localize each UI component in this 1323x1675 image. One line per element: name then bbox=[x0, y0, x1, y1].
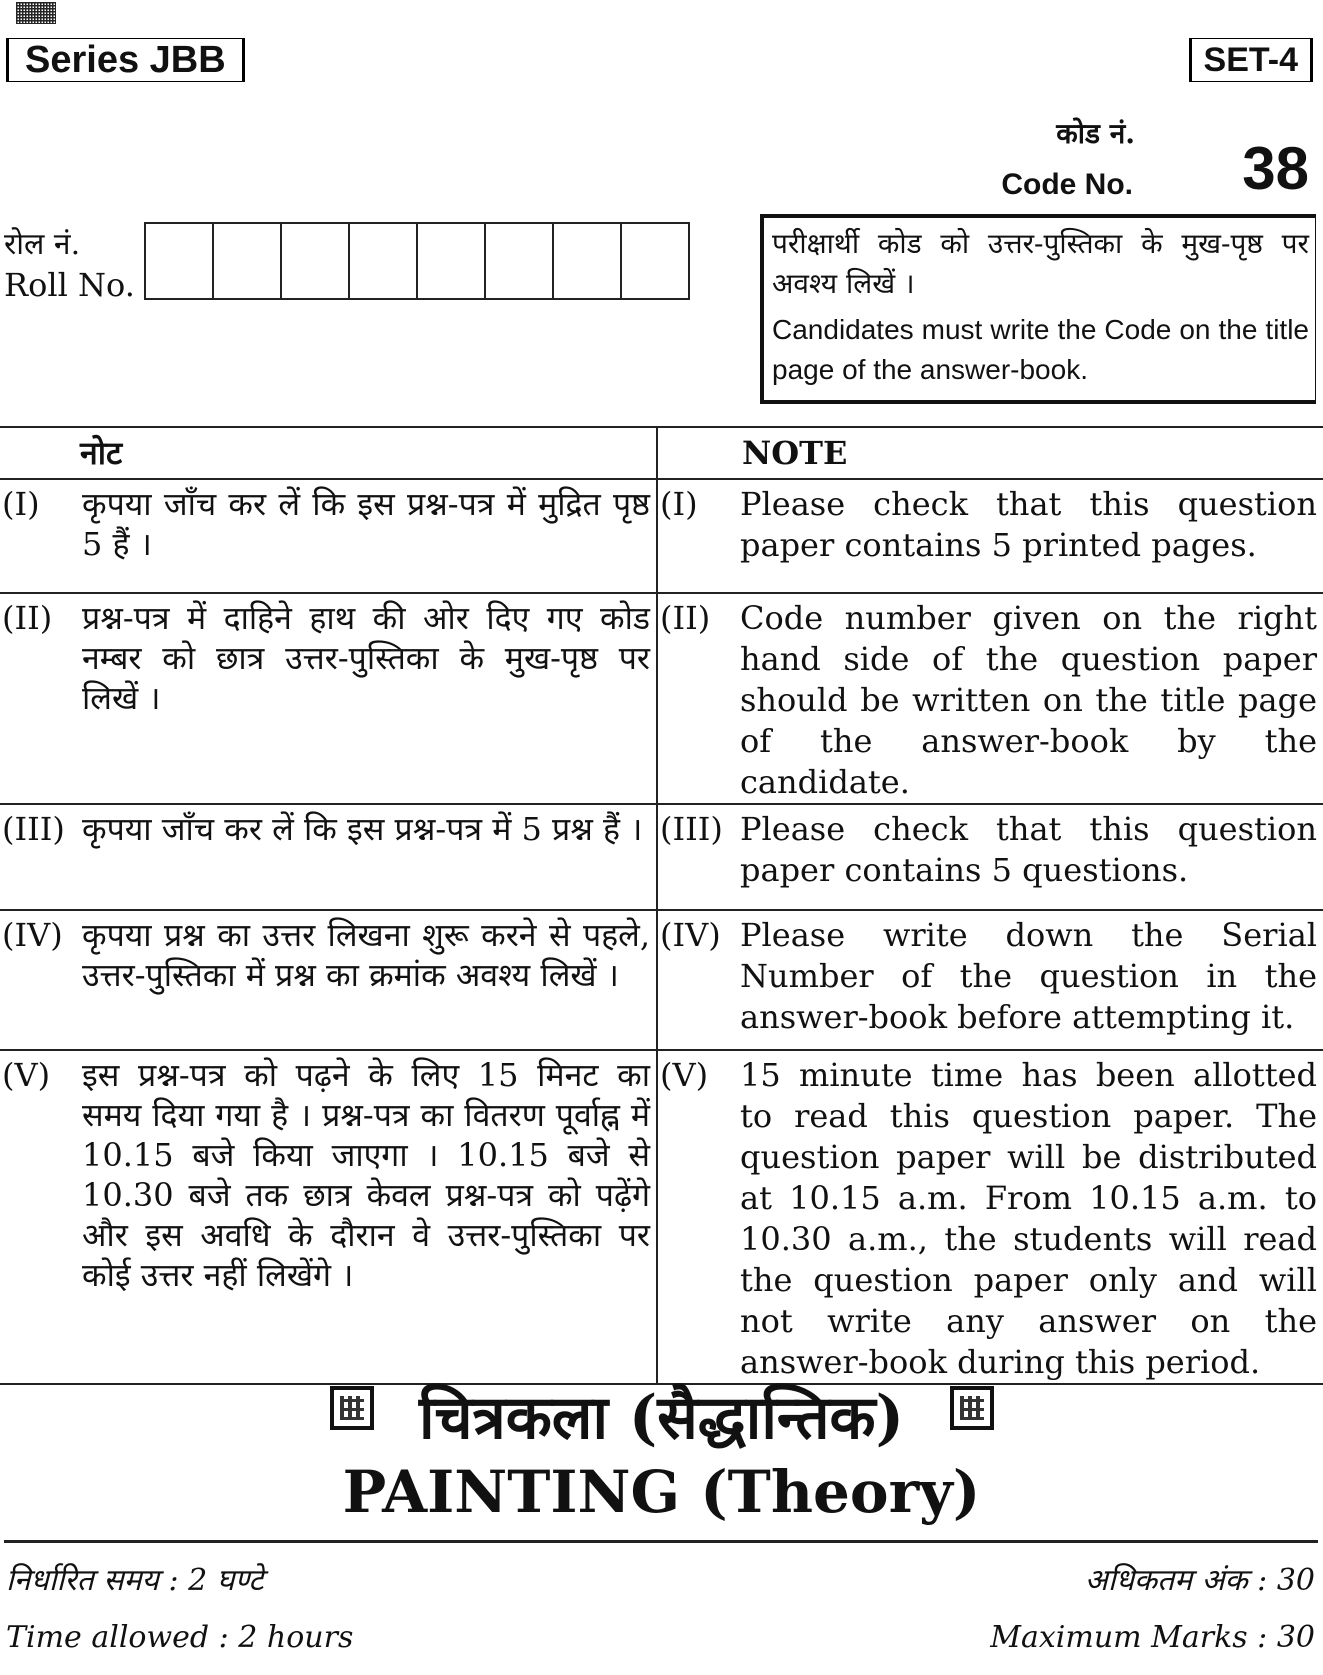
note-item-en bbox=[658, 805, 1323, 891]
note-item-text-hi: प्रश्न-पत्र में दाहिने हाथ की ओर दिए गए कोड नम्बर को छात्र उत्तर-पुस्तिका के मुख-पृष्ठ पर लिखें । bbox=[82, 599, 650, 717]
roll-label-hi: रोल नं. bbox=[4, 227, 81, 262]
note-item-number: (V) bbox=[660, 1056, 709, 1094]
roll-number-boxes[interactable] bbox=[144, 222, 690, 300]
note-item-hi bbox=[0, 1051, 656, 1295]
qr-code-icon bbox=[16, 2, 56, 24]
note-heading-en: NOTE bbox=[742, 434, 848, 472]
note-table bbox=[0, 426, 1323, 1385]
divider bbox=[4, 1540, 1318, 1543]
candidate-instruction-en: Candidates must write the Code on the title page of the answer-book. bbox=[772, 314, 1309, 385]
note-item-number: (II) bbox=[2, 599, 53, 637]
roll-digit-box[interactable] bbox=[214, 224, 282, 298]
roll-digit-box[interactable] bbox=[350, 224, 418, 298]
max-marks-hi: अधिकतम अंक : 30 bbox=[1084, 1563, 1315, 1598]
code-label-en: Code No. bbox=[1001, 168, 1133, 201]
note-item-number: (III) bbox=[660, 810, 723, 848]
code-number: 38 bbox=[1242, 135, 1309, 202]
roll-digit-box[interactable] bbox=[418, 224, 486, 298]
note-item-en bbox=[658, 911, 1323, 1038]
note-item-number: (V) bbox=[2, 1056, 51, 1094]
subject-title-hi: चित्रकला (सैद्धान्तिक) bbox=[418, 1383, 905, 1453]
note-item-number: (I) bbox=[2, 485, 40, 523]
note-item-text-en: Please write down the Serial Number of the question in the answer-book before attempting it. bbox=[740, 916, 1317, 1036]
roll-digit-box[interactable] bbox=[554, 224, 622, 298]
note-item-text-en: Please check that this question paper contains 5 printed pages. bbox=[740, 485, 1317, 564]
note-item-number: (IV) bbox=[660, 916, 721, 954]
time-allowed-hi: निर्धारित समय : 2 घण्टे bbox=[6, 1563, 264, 1598]
note-item-number: (III) bbox=[2, 810, 65, 848]
note-item-number: (IV) bbox=[2, 916, 63, 954]
note-item-hi bbox=[0, 594, 656, 718]
roll-digit-box[interactable] bbox=[146, 224, 214, 298]
note-item-number: (I) bbox=[660, 485, 698, 523]
candidate-instruction-hi: परीक्षार्थी कोड को उत्तर-पुस्तिका के मुख-पृष्ठ पर अवश्य लिखें । bbox=[772, 227, 1309, 300]
note-item-text-en: Code number given on the right hand side of the question paper should be written on the title page of the answer-book by the candidate. bbox=[740, 599, 1317, 801]
note-item-text-hi: कृपया जाँच कर लें कि इस प्रश्न-पत्र में 5 प्रश्न हैं । bbox=[82, 810, 643, 848]
note-item-text-hi: कृपया प्रश्न का उत्तर लिखना शुरू करने से पहले, उत्तर-पुस्तिका में प्रश्न का क्रमांक अवश्य लिखें । bbox=[82, 916, 650, 994]
note-item-text-hi: कृपया जाँच कर लें कि इस प्रश्न-पत्र में मुद्रित पृष्ठ 5 हैं । bbox=[82, 485, 650, 563]
roll-digit-box[interactable] bbox=[486, 224, 554, 298]
note-item-en bbox=[658, 480, 1323, 566]
max-marks-en: Maximum Marks : 30 bbox=[990, 1620, 1315, 1655]
note-item-hi bbox=[0, 805, 656, 849]
note-item-hi bbox=[0, 911, 656, 995]
time-allowed-en: Time allowed : 2 hours bbox=[6, 1620, 354, 1655]
note-item-text-hi: इस प्रश्न-पत्र को पढ़ने के लिए 15 मिनट का समय दिया गया है । प्रश्न-पत्र का वितरण पूर्वाह्न में 10.15 बजे किया जाएगा । 10.15 बजे से 10.30 बजे तक छात्र केवल प्रश्न-पत्र को पढ़ेंगे और इस अवधि के दौरान वे उत्तर-पुस्तिका पर कोई उत्तर नहीं लिखेंगे । bbox=[82, 1056, 650, 1294]
note-item-text-en: Please check that this question paper contains 5 questions. bbox=[740, 810, 1317, 889]
subject-title-en: PAINTING (Theory) bbox=[342, 1458, 981, 1526]
roll-label-en: Roll No. bbox=[4, 266, 135, 304]
roll-digit-box[interactable] bbox=[282, 224, 350, 298]
note-item-number: (II) bbox=[660, 599, 711, 637]
note-item-en bbox=[658, 1051, 1323, 1383]
candidate-instruction-box bbox=[760, 214, 1316, 404]
series-label: Series JBB bbox=[6, 38, 245, 82]
note-heading-hi: नोट bbox=[80, 434, 123, 472]
note-item-text-en: 15 minute time has been allotted to read this question paper. The question paper will be distributed at 10.15 a.m. From 10.15 a.m. to 10.30 a.m., the students will read the question paper only and will not write any answer on the answer-book during this period. bbox=[740, 1056, 1317, 1381]
set-label: SET-4 bbox=[1189, 38, 1313, 82]
code-label-hi: कोड नं. bbox=[1056, 117, 1135, 150]
note-item-hi bbox=[0, 480, 656, 564]
roll-digit-box[interactable] bbox=[622, 224, 688, 298]
note-item-en bbox=[658, 594, 1323, 803]
